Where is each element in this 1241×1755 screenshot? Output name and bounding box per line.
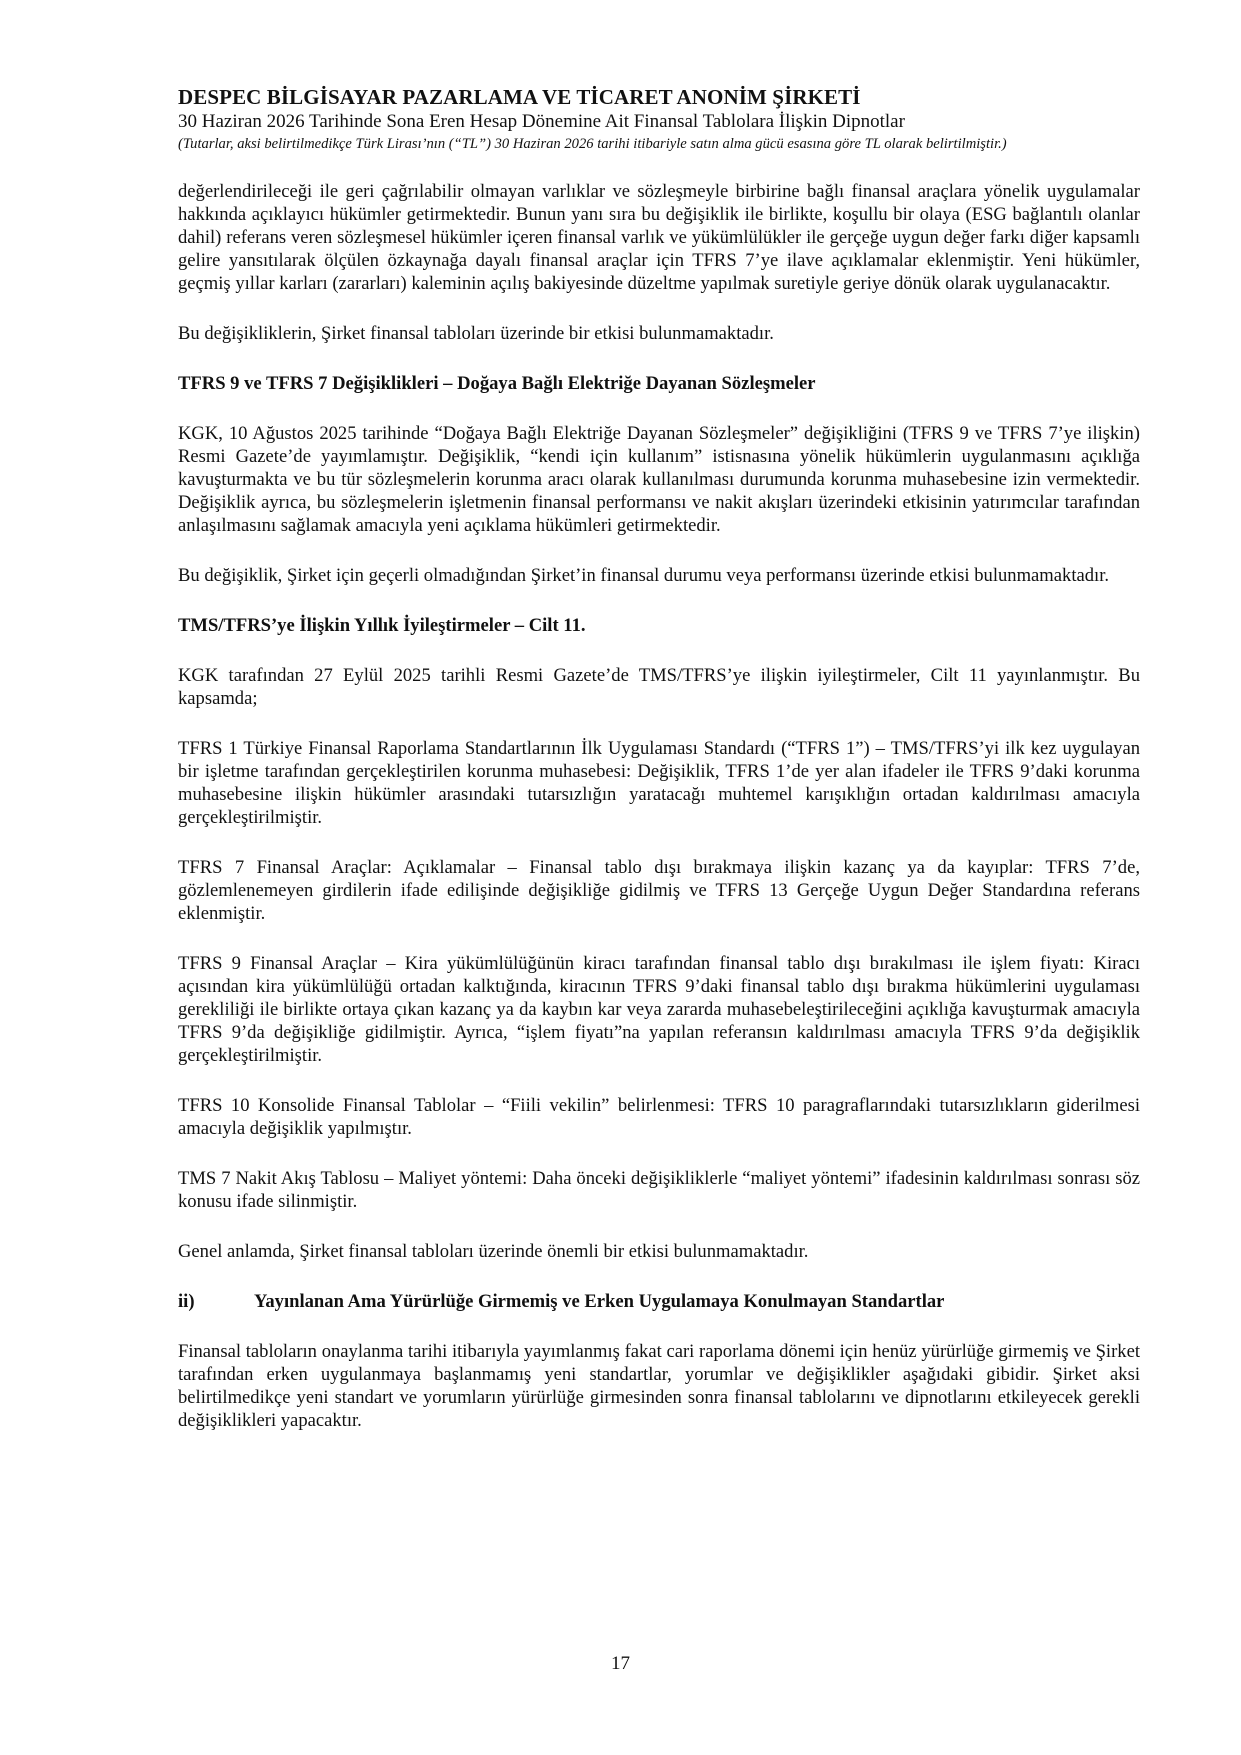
subsection-heading: [178, 1290, 1140, 1313]
document-header: [178, 84, 1138, 155]
paragraph: TFRS 10 Konsolide Finansal Tablolar – “Fiili vekilin” belirlenmesi: TFRS 10 paragraflarındaki tutarsızlıkların giderilmesi amacıyla değişiklik yapılmıştır.: [178, 1095, 1140, 1139]
paragraph: Finansal tabloların onaylanma tarihi itibarıyla yayımlanmış fakat cari raporlama dönemi için henüz yürürlüğe girmemiş ve Şirket tarafından erken uygulanmaya başlanmamış yeni standartlar, yorumlar ve değişiklikler aşağıdaki gibidir. Şirket aksi belirtilmedikçe yeni standart ve yorumların yürürlüğe girmesinden sonra finansal tablolarını ve dipnotlarını etkileyecek gerekli değişiklikleri yapacaktır.: [178, 1341, 1140, 1431]
currency-note: (Tutarlar, aksi belirtilmedikçe Türk Lirası’nın (“TL”) 30 Haziran 2026 tarihi itibariyle satın alma gücü esasına göre TL olarak belirtilmiştir.): [178, 136, 1007, 152]
subsection-title: Yayınlanan Ama Yürürlüğe Girmemiş ve Erken Uygulamaya Konulmayan Standartlar: [254, 1291, 945, 1312]
paragraph: değerlendirileceği ile geri çağrılabilir olmayan varlıklar ve sözleşmeyle birbirine bağlı finansal araçlara yönelik uygulamalar hakkında açıklayıcı hükümler getirmektedir. Bunun yanı sıra bu değişiklik ile birlikte, koşullu bir olaya (ESG bağlantılı olanlar dahil) referans veren sözleşmesel hükümler içeren finansal varlık ve yükümlülükler ile gerçeğe uygun değer farkı diğer kapsamlı gelire yansıtılarak ölçülen özkaynağa dayalı finansal araçlar için TFRS 7’ye ilave açıklamalar eklenmiştir. Yeni hükümler, geçmiş yıllar karları (zararları) kaleminin açılış bakiyesinde düzeltme yapılmak suretiyle geriye dönük olarak uygulanacaktır.: [178, 181, 1140, 294]
page-number: 17: [611, 1653, 630, 1674]
paragraph: KGK, 10 Ağustos 2025 tarihinde “Doğaya Bağlı Elektriğe Dayanan Sözleşmeler” değişikliğini (TFRS 9 ve TFRS 7’ye ilişkin) Resmi Gazete’de yayımlamıştır. Değişiklik, “kendi için kullanım” istisnasına yönelik hükümlerin uygulanmasını açıklığa kavuşturmakta ve bu tür sözleşmelerin korunma aracı olarak kullanılması durumunda korunma muhasebesine izin vermektedir. Değişiklik ayrıca, bu sözleşmelerin işletmenin finansal performansı ve nakit akışları üzerindeki etkisinin yatırımcılar tarafından anlaşılmasını sağlamak amacıyla yeni açıklama hükümleri getirmektedir.: [178, 423, 1140, 536]
paragraph: Bu değişiklik, Şirket için geçerli olmadığından Şirket’in finansal durumu veya performansı üzerinde etkisi bulunmamaktadır.: [178, 565, 1110, 586]
section-heading: TFRS 9 ve TFRS 7 Değişiklikleri – Doğaya Bağlı Elektriğe Dayanan Sözleşmeler: [178, 373, 816, 394]
company-name: DESPEC BİLGİSAYAR PAZARLAMA VE TİCARET ANONİM ŞİRKETİ: [178, 85, 861, 109]
paragraph: TFRS 7 Finansal Araçlar: Açıklamalar – Finansal tablo dışı bırakmaya ilişkin kazanç ya da kayıplar: TFRS 7’de, gözlemlenemeyen girdilerin ifade edilişinde değişikliğe gidilmiş ve TFRS 13 Gerçeğe Uygun Değer Standardına referans eklenmiştir.: [178, 857, 1140, 924]
paragraph: TFRS 9 Finansal Araçlar – Kira yükümlülüğünün kiracı tarafından finansal tablo dışı bırakılması ile işlem fiyatı: Kiracı açısından kira yükümlülüğü ortadan kalktığında, kiracının TFRS 9’daki finansal tablo dışı bırakma hükümlerini uygulaması gerekliliği ile birlikte ortaya çıkan kazanç ya da kaybın kar veya zararda muhasebeleştirileceğini açıklığa kavuşturmak amacıyla TFRS 9’da değişikliğe gidilmiştir. Ayrıca, “işlem fiyatı”na yapılan referansın kaldırılması amacıyla TFRS 9’da değişiklik gerçekleştirilmiştir.: [178, 953, 1140, 1066]
report-subtitle: 30 Haziran 2026 Tarihinde Sona Eren Hesap Dönemine Ait Finansal Tablolara İlişkin Dipnotlar: [178, 111, 905, 132]
paragraph: TMS 7 Nakit Akış Tablosu – Maliyet yöntemi: Daha önceki değişikliklerle “maliyet yöntemi” ifadesinin kaldırılması sonrası söz konusu ifade silinmiştir.: [178, 1168, 1140, 1212]
paragraph: Genel anlamda, Şirket finansal tabloları üzerinde önemli bir etkisi bulunmamaktadır.: [178, 1241, 809, 1262]
subsection-number: ii): [178, 1291, 195, 1312]
paragraph: TFRS 1 Türkiye Finansal Raporlama Standartlarının İlk Uygulaması Standardı (“TFRS 1”) – TMS/TFRS’yi ilk kez uygulayan bir işletme tarafından gerçekleştirilen korunma muhasebesi: Değişiklik, TFRS 1’de yer alan ifadeler ile TFRS 9’daki korunma muhasebesine ilişkin hükümler arasındaki tutarsızlığın yaratacağı muhtemel karışıklığın ortadan kaldırılması amacıyla gerçekleştirilmiştir.: [178, 738, 1140, 828]
document-body: [178, 180, 1140, 1459]
paragraph: KGK tarafından 27 Eylül 2025 tarihli Resmi Gazete’de TMS/TFRS’ye ilişkin iyileştirmeler, Cilt 11 yayınlanmıştır. Bu kapsamda;: [178, 665, 1140, 709]
paragraph: Bu değişikliklerin, Şirket finansal tabloları üzerinde bir etkisi bulunmamaktadır.: [178, 323, 774, 344]
section-heading: TMS/TFRS’ye İlişkin Yıllık İyileştirmeler – Cilt 11.: [178, 615, 586, 636]
